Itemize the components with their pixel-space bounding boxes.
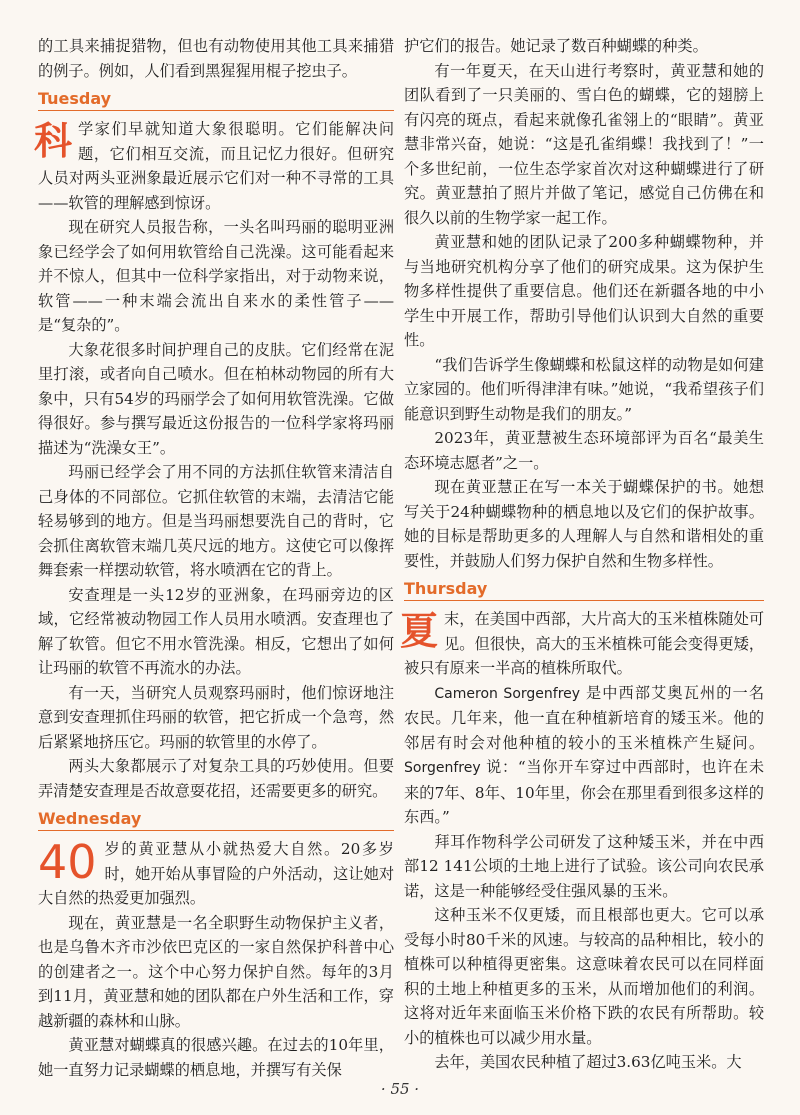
left-column	[34, 34, 394, 1082]
tuesday-paragraph-1: 科学家们早就知道大象很聪明。它们能解决问题，它们相互交流，而且记忆力很好。但研究人员对两头亚洲象最近展示它们对一种不寻常的工具——软管的理解感到惊讶。	[34, 118, 394, 212]
wednesday-paragraph-2: 现在，黄亚慧是一名全职野生动物保护主义者，也是乌鲁木齐市沙依巴克区的一家自然保护科普中心的创建者之一。这个中心努力保护自然。每年的3月到11月，黄亚慧和她的团队都在户外生活和工作，穿越新疆的森林和山脉。	[38, 913, 394, 1030]
section-heading-wednesday: Wednesday	[38, 807, 394, 831]
wednesday-paragraph-3: 黄亚慧对蝴蝶真的很感兴趣。在过去的10年里，她一直努力记录蝴蝶的栖息地，并撰写有关保	[38, 1036, 394, 1079]
tuesday-paragraph-3: 大象花很多时间护理自己的皮肤。它们经常在泥里打滚，或者向自己喷水。但在柏林动物园的所有大象中，只有54岁的玛丽学会了如何用软管洗澡。它做得很好。参与撰写最近这份报告的一位科学家将玛丽描述为“洗澡女王”。	[38, 340, 394, 457]
wednesday-paragraph-7: 2023年，黄亚慧被生态环境部评为百名“最美生态环境志愿者”之一。	[404, 429, 764, 472]
section-heading-thursday: Thursday	[404, 577, 764, 601]
thursday-paragraph-5: 去年，美国农民种植了超过3.63亿吨玉米。大	[434, 1053, 742, 1071]
wednesday-paragraph-1: 40 岁的黄亚慧从小就热爱大自然。20多岁时，她开始从事冒险的户外活动，这让她对大自然的热爱更加强烈。	[38, 835, 394, 907]
thursday-paragraph-1: 夏末，在美国中西部，大片高大的玉米植株随处可见。但很快，高大的玉米植株可能会变得更矮，被只有原来一半高的植株所取代。	[400, 608, 764, 677]
wednesday-paragraph-4: 有一年夏天，在天山进行考察时，黄亚慧和她的团队看到了一只美丽的、雪白色的蝴蝶，它的翅膀上有闪亮的斑点，看起来就像孔雀翎上的“眼睛”。黄亚慧非常兴奋，她说：“这是孔雀绢蝶！我找到了！”一个多世纪前，一位生态学家首次对这种蝴蝶进行了研究。黄亚慧拍了照片并做了笔记，感觉自己仿佛在和很久以前的生物学家一起工作。	[404, 61, 764, 227]
tuesday-paragraph-7: 两头大象都展示了对复杂工具的巧妙使用。但要弄清楚安查理是否故意耍花招，还需要更多的研究。	[38, 757, 394, 800]
dropcap-40: 40	[38, 835, 97, 889]
wednesday-paragraph-5: 黄亚慧和她的团队记录了200多种蝴蝶物种，并与当地研究机构分享了他们的研究成果。这为保护生物多样性提供了重要信息。他们还在新疆各地的中小学生中开展工作，帮助引导他们认识到大自然的重要性。	[404, 233, 764, 349]
thursday-paragraph-4: 这种玉米不仅更矮，而且根部也更大。它可以承受每小时80千米的风速。与较高的品种相比，较小的植株可以种植得更密集。这意味着农民可以在同样面积的土地上种植更多的玉米，从而增加他们的利润。这将对近年来面临玉米价格下跌的农民有所帮助。较小的植株也可以减少用水量。	[404, 906, 764, 1047]
tuesday-paragraph-4: 玛丽已经学会了用不同的方法抓住软管来清洁自己身体的不同部位。它抓住软管的末端，去清洁它能轻易够到的地方。但是当玛丽想要洗自己的背时，它会抓住离软管末端几英尺远的地方。这使它可以像挥舞套索一样摆动软管，将水喷洒在它的背上。	[38, 463, 394, 579]
intro-paragraph: 的工具来捕捉猎物，但也有动物使用其他工具来捕猎的例子。例如，人们看到黑猩猩用棍子挖虫子。	[38, 37, 394, 80]
thursday-paragraph-2: Cameron Sorgenfrey 是中西部艾奥瓦州的一名农民。几年来，他一直在种植新培育的矮玉米。他的邻居有时会对他种植的较小的玉米植株产生疑问。Sorgenfrey 说：“当你开车穿过中西部时，也许在未来的7年、8年、10年里，你会在那里看到很多这样的东西。”	[404, 683, 765, 826]
wednesday-paragraph-8: 现在黄亚慧正在写一本关于蝴蝶保护的书。她想写关于24种蝴蝶物种的栖息地以及它们的保护故事。她的目标是帮助更多的人理解人与自然和谐相处的重要性，并鼓励人们努力保护自然和生物多样性。	[404, 478, 764, 570]
section-heading-tuesday: Tuesday	[38, 87, 394, 111]
dropcap-ke: 科	[34, 118, 73, 163]
wednesday-continued: 护它们的报告。她记录了数百种蝴蝶的种类。	[404, 37, 708, 55]
wednesday-paragraph-6: “我们告诉学生像蝴蝶和松鼠这样的动物是如何建立家园的。他们听得津津有味。”她说，“我希望孩子们能意识到野生动物是我们的朋友。”	[404, 355, 764, 423]
right-column	[400, 34, 765, 1075]
tuesday-paragraph-6: 有一天，当研究人员观察玛丽时，他们惊讶地注意到安查理抓住玛丽的软管，把它折成一个急弯，然后紧紧地挤压它。玛丽的软管里的水停了。	[38, 683, 394, 751]
page-number: · 55 ·	[380, 1080, 420, 1098]
thursday-paragraph-3: 拜耳作物科学公司研发了这种矮玉米，并在中西部12 141公顷的土地上进行了试验。该公司向农民承诺，这是一种能够经受住强风暴的玉米。	[404, 832, 764, 900]
tuesday-paragraph-5: 安查理是一头12岁的亚洲象，在玛丽旁边的区域，它经常被动物园工作人员用水喷洒。安查理也了解了软管。但它不用水管洗澡。相反，它想出了如何让玛丽的软管不再流水的办法。	[38, 585, 394, 677]
tuesday-paragraph-2: 现在研究人员报告称，一头名叫玛丽的聪明亚洲象已经学会了如何用软管给自己洗澡。这可能看起来并不惊人，但其中一位科学家指出，对于动物来说，软管——一种末端会流出自来水的柔性管子——是“复杂的”。	[38, 218, 394, 334]
dropcap-xia: 夏	[400, 608, 439, 653]
